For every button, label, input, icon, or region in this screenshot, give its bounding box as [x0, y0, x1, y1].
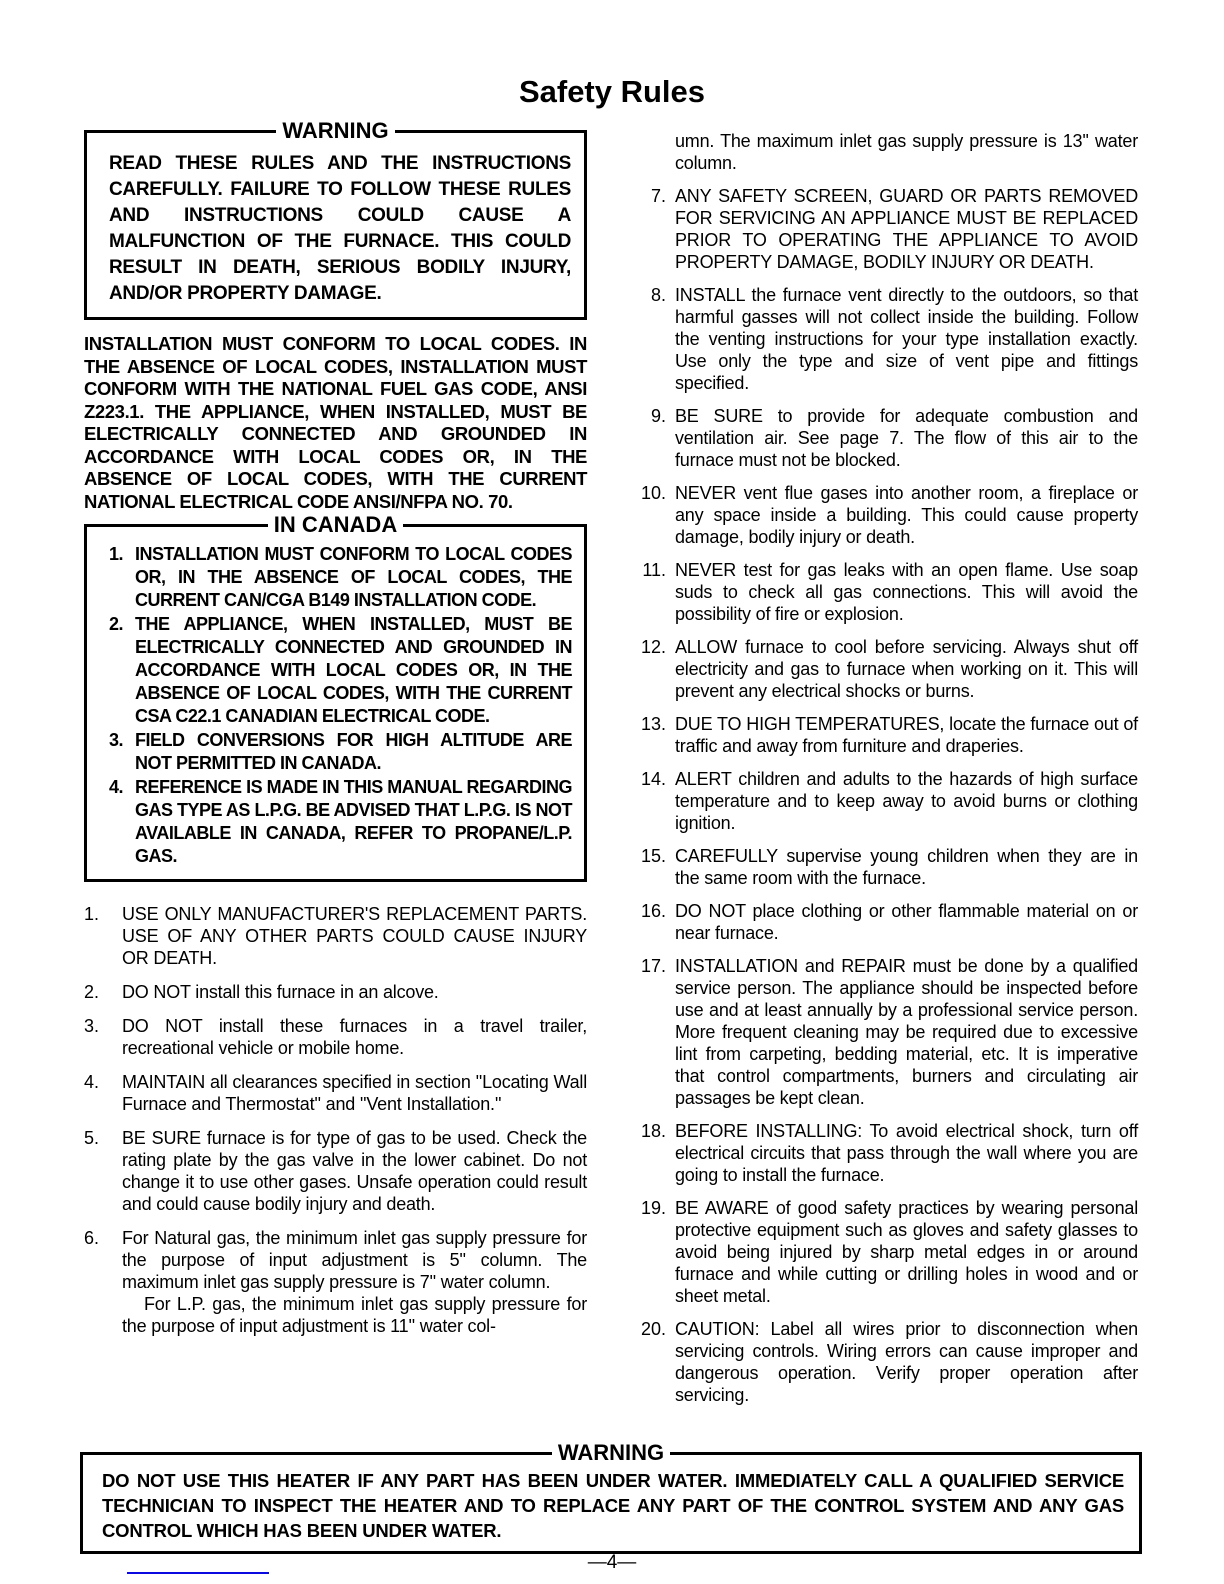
- flood-warning-box: [80, 1440, 1142, 1554]
- rule-text: THE APPLIANCE, WHEN INSTALLED, MUST BE ELECTRICALLY CONNECTED AND GROUNDED IN ACCORDANCE WITH LOCAL CODES OR, IN THE ABSENCE OF LOCAL CODES, WITH THE CURRENT CSA C22.1 CANADIAN ELECTRICAL CODE.: [135, 614, 572, 726]
- canada-rule-item: [99, 776, 572, 868]
- canada-rules-list: [99, 543, 572, 868]
- rule-number: 5.: [84, 1128, 100, 1148]
- rule-number: 2.: [108, 614, 123, 634]
- rule-number: 13.: [640, 714, 666, 734]
- rule-item: [84, 903, 587, 969]
- rule-item: [633, 559, 1138, 625]
- flood-warning-text: DO NOT USE THIS HEATER IF ANY PART HAS BEEN UNDER WATER. IMMEDIATELY CALL A QUALIFIED SERVICE TECHNICIAN TO INSPECT THE HEATER AND TO REPLACE ANY PART OF THE CONTROL SYSTEM AND ANY GAS CONTROL WHICH HAS BEEN UNDER WATER.: [102, 1470, 1124, 1541]
- rule-item: [633, 482, 1138, 548]
- rule-number: 19.: [640, 1198, 666, 1218]
- rule-text: INSTALL the furnace vent directly to the outdoors, so that harmful gasses will not collect inside the building. Follow the venting instructions for your type installation exactly. Use only the type and size of vent pipe and fittings specified.: [675, 285, 1138, 393]
- legend-line: [184, 524, 268, 527]
- rule-text: CAUTION: Label all wires prior to disconnection when servicing controls. Wiring errors can cause improper and dangerous operation. Verify proper operation after servicing.: [675, 1319, 1138, 1405]
- rule-number: 8.: [650, 285, 666, 305]
- rule-text: ALLOW furnace to cool before servicing. Always shut off electricity and gas to furnace when working on it. This will prevent any electrical shocks or burns.: [675, 637, 1138, 701]
- rule-item: [633, 1318, 1138, 1406]
- rule-number: 14.: [640, 769, 666, 789]
- warning-box-title: WARNING: [276, 118, 394, 144]
- rule-item: [633, 845, 1138, 889]
- rule-item: [633, 636, 1138, 702]
- rule-item: [633, 1197, 1138, 1307]
- warning-box-legend: [87, 118, 584, 144]
- canada-rule-item: [99, 729, 572, 775]
- rule-text: ALERT children and adults to the hazards of high surface temperature and to keep away to avoid burns or clothing ignition.: [675, 769, 1138, 833]
- rule-number: 16.: [640, 901, 666, 921]
- warning-box-text: READ THESE RULES AND THE INSTRUCTIONS CAREFULLY. FAILURE TO FOLLOW THESE RULES AND INSTRUCTIONS COULD CAUSE A MALFUNCTION OF THE FURNACE. THIS COULD RESULT IN DEATH, SERIOUS BODILY INJURY, AND/OR PROPERTY DAMAGE.: [109, 153, 571, 304]
- warning-box: [84, 118, 587, 320]
- legend-line: [192, 130, 276, 133]
- rule-number: [633, 130, 675, 174]
- rule-number: 7.: [650, 186, 666, 206]
- rule-text: INSTALLATION MUST CONFORM TO LOCAL CODES OR, IN THE ABSENCE OF LOCAL CODES, THE CURRENT CAN/CGA B149 INSTALLATION CODE.: [135, 544, 572, 610]
- rule-item: [633, 405, 1138, 471]
- rule-number: 12.: [640, 637, 666, 657]
- rule-number: 9.: [650, 406, 666, 426]
- installation-paragraph: INSTALLATION MUST CONFORM TO LOCAL CODES. IN THE ABSENCE OF LOCAL CODES, INSTALLATION MUST CONFORM WITH THE NATIONAL FUEL GAS CODE, ANSI Z223.1. THE APPLIANCE, WHEN INSTALLED, MUST BE ELECTRICALLY CONNECTED AND GROUNDED IN ACCORDANCE WITH LOCAL CODES OR, IN THE ABSENCE OF LOCAL CODES, WITH THE CURRENT NATIONAL ELECTRICAL CODE ANSI/NFPA NO. 70.: [84, 333, 587, 512]
- rule-item: [633, 185, 1138, 273]
- rule-number: 11.: [642, 560, 666, 580]
- rule-number: 1.: [108, 544, 123, 564]
- rule-text: DO NOT place clothing or other flammable material on or near furnace.: [675, 901, 1138, 943]
- rule-number: 4.: [108, 777, 123, 797]
- rule-text: ANY SAFETY SCREEN, GUARD OR PARTS REMOVED FOR SERVICING AN APPLIANCE MUST BE REPLACED PRIOR TO OPERATING THE APPLIANCE TO AVOID PROPERTY DAMAGE, BODILY INJURY OR DEATH.: [675, 186, 1138, 272]
- page-number: —4—: [587, 1552, 637, 1573]
- rule-text: REFERENCE IS MADE IN THIS MANUAL REGARDING GAS TYPE AS L.P.G. BE ADVISED THAT L.P.G. IS NOT AVAILABLE IN CANADA, REFER TO PROPANE/L.P. GAS.: [135, 777, 572, 866]
- rule-text: BE AWARE of good safety practices by wearing personal protective equipment such as gloves and safety glasses to avoid being injured by sharp metal edges in or around furnace and while cutting or drilling holes in wood and or sheet metal.: [675, 1198, 1138, 1306]
- rule-item: [633, 900, 1138, 944]
- rule-item: [84, 1015, 587, 1059]
- rule-number: 3.: [84, 1016, 100, 1036]
- rule-text: USE ONLY MANUFACTURER'S REPLACEMENT PARTS. USE OF ANY OTHER PARTS COULD CAUSE INJURY OR DEATH.: [122, 904, 587, 968]
- rule-number: 3.: [108, 730, 123, 750]
- left-column: [84, 118, 587, 1349]
- rule-item-continuation: [633, 130, 1138, 174]
- rule-number: 18.: [640, 1121, 666, 1141]
- rule-item: [633, 768, 1138, 834]
- rule-item: [84, 981, 587, 1003]
- rule-item: [633, 284, 1138, 394]
- rule-number: 6.: [84, 1228, 100, 1248]
- flood-warning-legend: [97, 1440, 1125, 1466]
- rule-number: 2.: [84, 982, 100, 1002]
- rule-item: [633, 1120, 1138, 1186]
- rule-number: 4.: [84, 1072, 100, 1092]
- rule-text: umn. The maximum inlet gas supply pressure is 13'' water column.: [675, 131, 1138, 173]
- legend-line: [403, 524, 487, 527]
- legend-line: [395, 130, 479, 133]
- canada-rule-item: [99, 543, 572, 612]
- safety-rules-list-left: [84, 903, 587, 1337]
- right-column: [633, 130, 1138, 1417]
- rule-text: DUE TO HIGH TEMPERATURES, locate the furnace out of traffic and away from furniture and draperies.: [675, 714, 1138, 756]
- rule-text-continued: For L.P. gas, the minimum inlet gas supply pressure for the purpose of input adjustment is 11'' water col-: [122, 1294, 587, 1336]
- blue-underline-mark: [127, 1572, 269, 1574]
- rule-text: BE SURE furnace is for type of gas to be used. Check the rating plate by the gas valve in the lower cabinet. Do not change it to use other gases. Unsafe operation could result and could cause bodily injury and death.: [122, 1128, 587, 1214]
- legend-line: [97, 1452, 552, 1455]
- page-title: Safety Rules: [518, 74, 706, 109]
- flood-warning-title: WARNING: [552, 1440, 670, 1466]
- rule-text: BE SURE to provide for adequate combustion and ventilation air. See page 7. The flow of this air to the furnace must not be blocked.: [675, 406, 1138, 470]
- rule-number: 15.: [640, 846, 666, 866]
- rule-item: [633, 955, 1138, 1109]
- rule-item: [84, 1071, 587, 1115]
- canada-rule-item: [99, 613, 572, 728]
- rule-text: BEFORE INSTALLING: To avoid electrical shock, turn off electrical circuits that pass through the wall where you are going to install the furnace.: [675, 1121, 1138, 1185]
- rule-text: For Natural gas, the minimum inlet gas supply pressure for the purpose of input adjustment is 5'' column. The maximum inlet gas supply pressure is 7'' water column.: [122, 1228, 587, 1292]
- canada-box-title: IN CANADA: [268, 512, 403, 538]
- rule-text: CAREFULLY supervise young children when they are in the same room with the furnace.: [675, 846, 1138, 888]
- rule-item: [84, 1127, 587, 1215]
- rule-text: INSTALLATION and REPAIR must be done by a qualified service person. The appliance should be inspected before use and at least annually by a professional service person. More frequent cleaning may be required due to excessive lint from carpeting, bedding material, etc. It is imperative that control compartments, burners and circulating air passages be kept clean.: [675, 956, 1138, 1108]
- rule-item: [633, 713, 1138, 757]
- canada-box: [84, 512, 587, 882]
- canada-box-legend: [87, 512, 584, 538]
- rule-item: [84, 1227, 587, 1337]
- rule-number: 17.: [640, 956, 666, 976]
- rule-text: DO NOT install this furnace in an alcove.: [122, 982, 439, 1002]
- rule-text: NEVER test for gas leaks with an open flame. Use soap suds to check all gas connections. This will avoid the possibility of fire or explosion.: [675, 560, 1138, 624]
- rule-number: 10.: [640, 483, 666, 503]
- legend-line: [670, 1452, 1125, 1455]
- rule-text: FIELD CONVERSIONS FOR HIGH ALTITUDE ARE NOT PERMITTED IN CANADA.: [135, 730, 572, 773]
- rule-text: MAINTAIN all clearances specified in section ''Locating Wall Furnace and Thermostat'' and ''Vent Installation.'': [122, 1072, 587, 1114]
- rule-text: NEVER vent flue gases into another room, a fireplace or any space inside a building. This could cause property damage, bodily injury or death.: [675, 483, 1138, 547]
- rule-number: 20.: [640, 1319, 666, 1339]
- rule-number: 1.: [84, 904, 100, 924]
- rule-text-group: [122, 1227, 587, 1337]
- rule-text: DO NOT install these furnaces in a travel trailer, recreational vehicle or mobile home.: [122, 1016, 587, 1058]
